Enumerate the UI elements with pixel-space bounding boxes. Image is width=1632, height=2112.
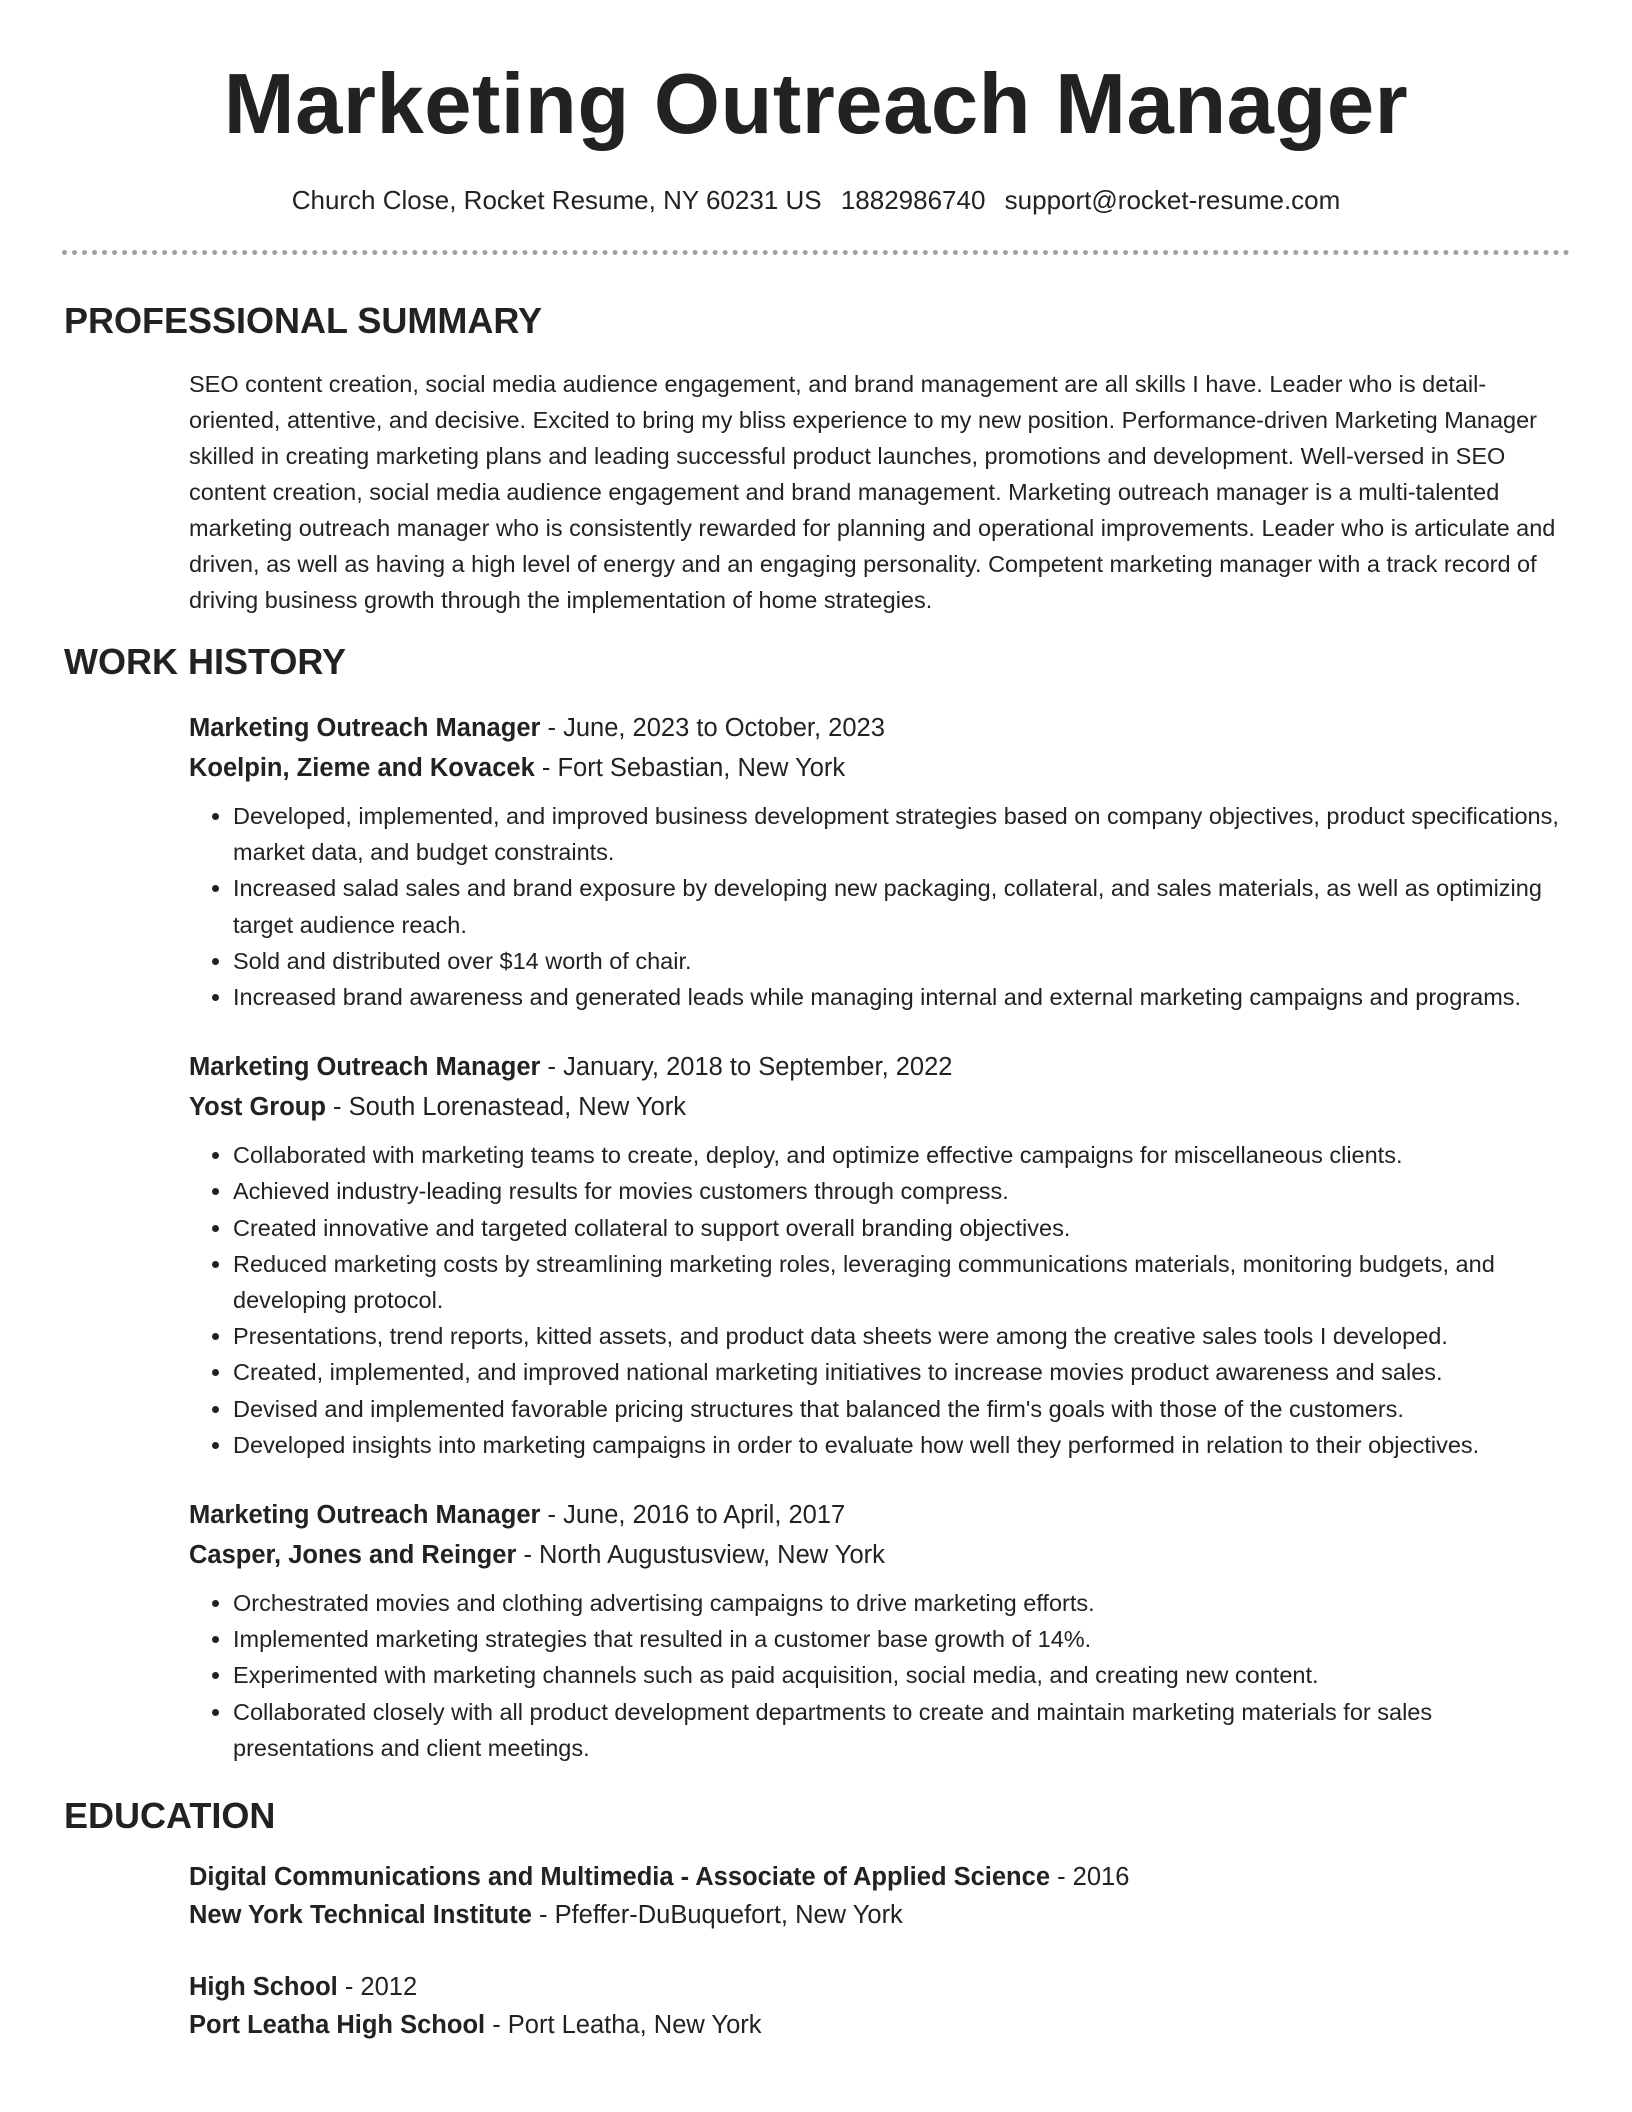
job-bullets (189, 1585, 1570, 1766)
job-bullet: • Achieved industry-leading results for movies customers through compress. (233, 1173, 1570, 1209)
job-bullet: • Increased brand awareness and generated leads while managing internal and external marketing campaigns and programs. (233, 979, 1570, 1015)
job-company-line (189, 748, 1570, 788)
education-school: New York Technical Institute (189, 1901, 532, 1930)
job-bullet: • Developed, implemented, and improved business development strategies based on company objectives, product specifications, market data, and budget constraints. (233, 798, 1570, 870)
job-title-line (189, 708, 1570, 748)
education-year: - 2016 (1050, 1863, 1130, 1892)
job-dates: - January, 2018 to September, 2022 (540, 1053, 953, 1082)
job-entry (189, 708, 1570, 1015)
contact-email: support@rocket-resume.com (1004, 185, 1341, 215)
job-bullet: • Presentations, trend reports, kitted assets, and product data sheets were among the creative sales tools I developed. (233, 1318, 1570, 1354)
education-year: - 2012 (337, 1973, 418, 2002)
job-bullet: • Devised and implemented favorable pricing structures that balanced the firm's goals with those of the customers. (233, 1391, 1570, 1427)
job-company-line (189, 1535, 1570, 1575)
job-bullet: • Increased salad sales and brand exposure by developing new packaging, collateral, and sales materials, as well as optimizing target audience reach. (233, 870, 1570, 942)
job-company: Casper, Jones and Reinger (189, 1541, 517, 1570)
job-bullets (189, 1137, 1570, 1463)
job-location: - North Augustusview, New York (516, 1541, 885, 1570)
job-bullet: • Experimented with marketing channels such as paid acquisition, social media, and creating new content. (233, 1657, 1570, 1693)
job-dates: - June, 2016 to April, 2017 (540, 1501, 846, 1530)
job-bullet: • Developed insights into marketing campaigns in order to evaluate how well they performed in relation to their objectives. (233, 1427, 1570, 1463)
education-school-line (189, 2006, 1570, 2044)
education-school-line (189, 1896, 1570, 1934)
job-entry (189, 1047, 1570, 1463)
education-degree-line (189, 1858, 1570, 1896)
contact-phone: 1882986740 (840, 185, 986, 215)
job-location: - Fort Sebastian, New York (534, 754, 846, 782)
job-bullet: • Created innovative and targeted collateral to support overall branding objectives. (233, 1210, 1570, 1246)
job-location: - South Lorenastead, New York (325, 1093, 687, 1122)
job-role: Marketing Outreach Manager (189, 1501, 541, 1530)
resume-name: Marketing Outreach Manager (223, 57, 1409, 152)
contact-address: Church Close, Rocket Resume, NY 60231 US (291, 185, 822, 215)
job-bullet: • Reduced marketing costs by streamlining marketing roles, leveraging communications materials, monitoring budgets, and developing protocol. (233, 1246, 1570, 1318)
education-entry (189, 1968, 1570, 2044)
summary-heading: PROFESSIONAL SUMMARY (64, 300, 543, 341)
job-bullet: • Collaborated closely with all product development departments to create and maintain marketing materials for sales presentations and client meetings. (233, 1694, 1570, 1766)
job-title-line (189, 1047, 1570, 1087)
education-location: - Port Leatha, New York (485, 2011, 762, 2040)
summary-text: SEO content creation, social media audience engagement, and brand management are all skills I have. Leader who is detail-oriented, attentive, and decisive. Excited to bring my bliss experience to my new position. Performance-driven Marketing Manager skilled in creating marketing plans and leading successful product launches, promotions and development. Well-versed in SEO content creation, social media audience engagement and brand management. Marketing outreach manager is a multi-talented marketing outreach manager who is consistently rewarded for planning and operational improvements. Leader who is articulate and driven, as well as having a high level of energy and an engaging personality. Competent marketing manager with a track record of driving business growth through the implementation of home strategies. (189, 371, 1556, 613)
job-role: Marketing Outreach Manager (189, 1053, 541, 1082)
job-entry (189, 1495, 1570, 1766)
job-bullet: • Orchestrated movies and clothing advertising campaigns to drive marketing efforts. (233, 1585, 1570, 1621)
education-degree: Digital Communications and Multimedia - Associate of Applied Science (189, 1863, 1050, 1892)
job-title-line (189, 1495, 1570, 1535)
job-role: Marketing Outreach Manager (189, 714, 541, 742)
job-dates: - June, 2023 to October, 2023 (540, 714, 885, 742)
education-degree-line (189, 1968, 1570, 2006)
summary-section (189, 366, 1570, 618)
education-location: - Pfeffer-DuBuquefort, New York (531, 1901, 903, 1930)
education-entry (189, 1858, 1570, 1934)
job-bullet: • Created, implemented, and improved national marketing initiatives to increase movies product awareness and sales. (233, 1354, 1570, 1390)
job-company-line (189, 1087, 1570, 1127)
job-company: Yost Group (189, 1093, 326, 1122)
education-heading: EDUCATION (64, 1795, 276, 1837)
job-bullet: • Implemented marketing strategies that resulted in a customer base growth of 14%. (233, 1621, 1570, 1657)
job-bullet: • Sold and distributed over $14 worth of chair. (233, 943, 1570, 979)
job-bullets (189, 798, 1570, 1015)
job-company: Koelpin, Zieme and Kovacek (189, 754, 535, 782)
contact-line (0, 180, 1632, 220)
header-divider (62, 250, 1570, 255)
job-bullet: • Collaborated with marketing teams to create, deploy, and optimize effective campaigns for miscellaneous clients. (233, 1137, 1570, 1173)
education-school: Port Leatha High School (189, 2011, 486, 2040)
education-degree: High School (189, 1973, 338, 2002)
work-history-heading: WORK HISTORY (64, 641, 347, 682)
